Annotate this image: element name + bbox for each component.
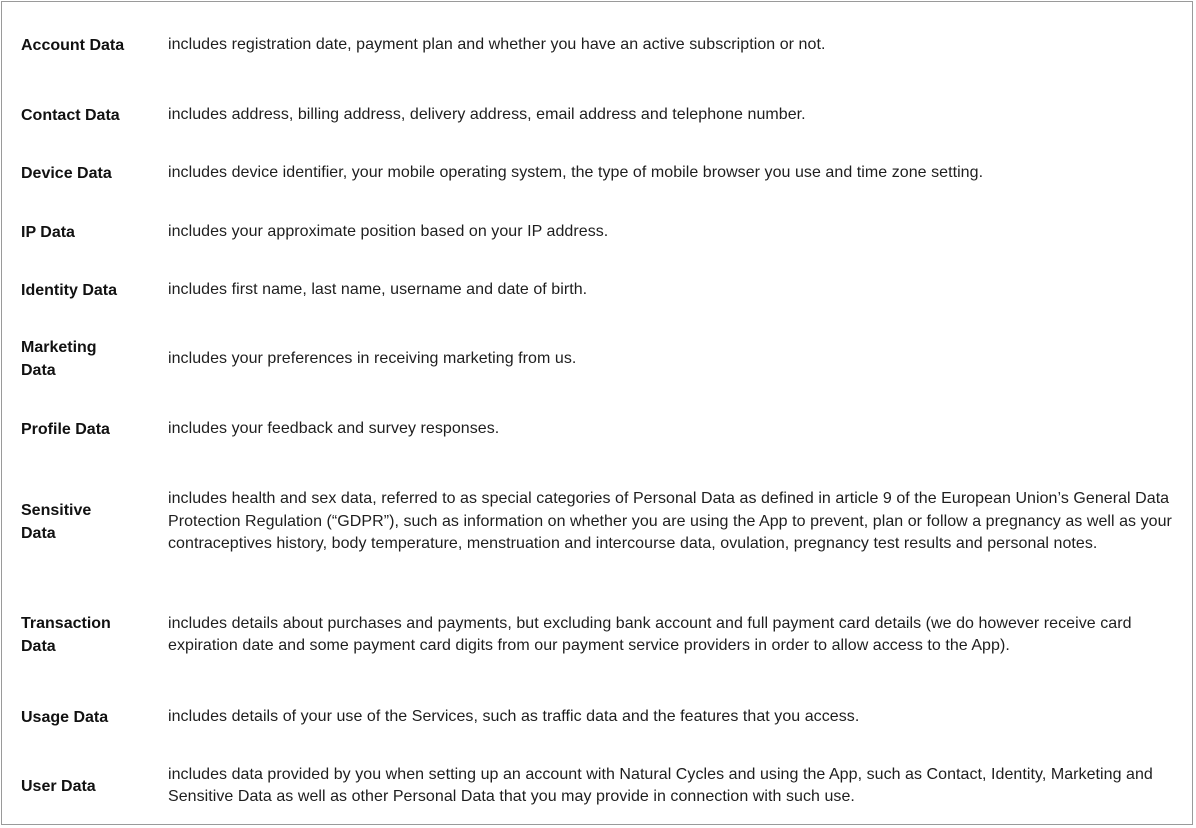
term-description: includes your preferences in receiving marketing from us. (168, 349, 577, 367)
term-label: Contact Data (21, 106, 120, 124)
term-label: Account Data (21, 36, 125, 54)
term-label: Sensitive Data (21, 502, 92, 542)
table-row (21, 476, 1189, 568)
term-description: includes device identifier, your mobile operating system, the type of mobile browser you use and time zone setting. (168, 163, 984, 181)
table-row (21, 705, 1189, 729)
table-row (21, 763, 1189, 809)
table-row (21, 417, 1189, 441)
table-row (21, 103, 1189, 127)
term-label: Identity Data (21, 281, 118, 299)
table-row (21, 220, 1189, 244)
term-label: Profile Data (21, 420, 110, 438)
term-description: includes your feedback and survey responses. (168, 419, 500, 437)
term-label: Transaction Data (21, 615, 111, 655)
term-label: Device Data (21, 164, 112, 182)
term-label: IP Data (21, 223, 75, 241)
table-row (21, 278, 1189, 302)
term-description: includes your approximate position based on your IP address. (168, 222, 609, 240)
table-row (21, 336, 1189, 382)
table-row (21, 161, 1189, 185)
term-label: User Data (21, 777, 96, 795)
term-description: includes details about purchases and payments, but excluding bank account and full payment card details (we do however receive card expiration date and some payment card digits from our payment service providers in order to allow access to the App). (168, 614, 1132, 654)
term-description: includes health and sex data, referred to as special categories of Personal Data as defined in article 9 of the European Union’s General Data Protection Regulation (“GDPR”), such as information on whether you are using the App to prevent, plan or follow a pregnancy as well as your contraceptives history, body temperature, menstruation and intercourse data, ovulation, pregnancy test results and personal notes. (168, 490, 1172, 553)
term-description: includes details of your use of the Services, such as traffic data and the features that you access. (168, 707, 860, 725)
term-description: includes first name, last name, username and date of birth. (168, 280, 588, 298)
table-row (21, 600, 1189, 670)
data-definitions-table (1, 1, 1193, 825)
term-label: Marketing Data (21, 339, 97, 379)
term-description: includes registration date, payment plan and whether you have an active subscription or not. (168, 35, 826, 53)
term-description: includes address, billing address, delivery address, email address and telephone number. (168, 105, 806, 123)
table-row (21, 22, 1189, 68)
term-description: includes data provided by you when setting up an account with Natural Cycles and using the App, such as Contact, Identity, Marketing and Sensitive Data as well as other Personal Data that you may provide in connection with such use. (168, 765, 1153, 805)
term-label: Usage Data (21, 708, 109, 726)
